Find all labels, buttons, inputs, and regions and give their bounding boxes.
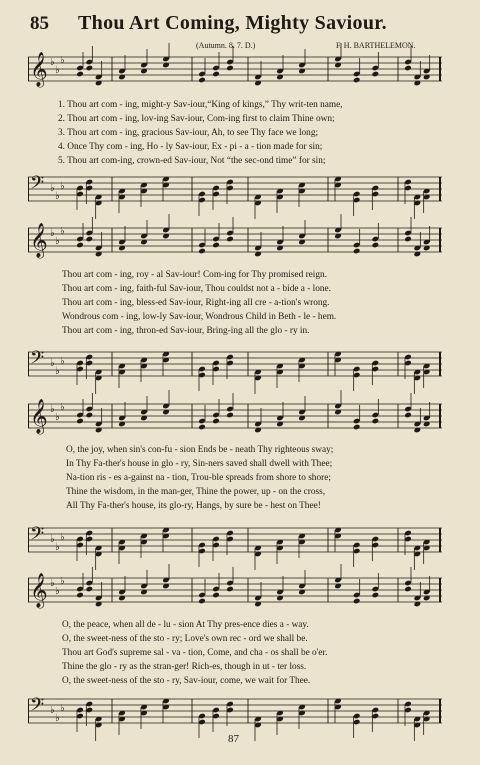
svg-text:♭: ♭	[50, 358, 55, 369]
lyric-line: Thou art God's supreme sal - va - tion, Come, and cha - os shall be o'er.	[62, 648, 328, 658]
svg-text:♭: ♭	[50, 534, 55, 545]
svg-text:𝄢: 𝄢	[30, 524, 45, 549]
lyric-line: 2. Thou art com - ing, lov-ing Sav-iour, Com-ing first to claim Thine own;	[58, 114, 335, 124]
hymn-header	[30, 13, 450, 39]
lyric-line: 3. Thou art com - ing, gracious Sav-iour, Ah, to see Thy face we long;	[58, 128, 319, 138]
lyric-block	[58, 98, 440, 168]
svg-text:♭: ♭	[60, 356, 65, 367]
svg-text:♭: ♭	[50, 183, 55, 194]
lyric-line: Thine the wisdom, in the man-ger, Thine the power, up - on the cross,	[66, 487, 326, 497]
page-number: 87	[228, 733, 239, 745]
svg-text:♭: ♭	[50, 578, 55, 589]
bass-staff	[28, 526, 442, 554]
lyric-line: O, the sweet-ness of the sto - ry, Sav-iour, come, we wait for Thee.	[62, 676, 311, 686]
svg-text:𝄢: 𝄢	[30, 348, 45, 373]
bass-staff	[28, 350, 442, 378]
svg-text:♭: ♭	[55, 586, 60, 597]
svg-text:𝄞: 𝄞	[30, 223, 48, 258]
bass-staff	[28, 175, 442, 203]
svg-text:𝄞: 𝄞	[30, 52, 48, 87]
lyric-line: Thou art com - ing, faith-ful Sav-iour, Thou couldst not a - bide a - lone.	[62, 284, 332, 294]
hymn-title: Thou Art Coming, Mighty Saviour.	[78, 12, 387, 34]
lyric-line: 4. Once Thy com - ing, Ho - ly Sav-iour, Ex - pi - a - tion made for sin;	[58, 142, 323, 152]
svg-text:♭: ♭	[55, 236, 60, 247]
lyric-line: All Thy Fa-ther's house, its glo-ry, Hangs, by sure be - hest on Thee!	[66, 501, 321, 511]
svg-text:♭: ♭	[55, 191, 60, 202]
svg-text:♭: ♭	[50, 228, 55, 239]
lyric-line: Thou art com - ing, bless-ed Sav-iour, Right-ing all cre - a-tion's wrong.	[62, 298, 330, 308]
lyric-line: Na-tion ris - es a-gainst na - tion, Trou-ble spreads from shore to shore;	[66, 473, 331, 483]
lyric-line: 5. Thou art com-ing, crown-ed Sav-iour, Not “the sec-ond time” for sin;	[58, 156, 326, 166]
lyric-block	[62, 268, 440, 338]
lyric-line: O, the peace, when all de - lu - sion At Thy pres-ence dies a - way.	[62, 620, 309, 630]
svg-text:𝄢: 𝄢	[30, 173, 45, 198]
lyric-line: O, the sweet-ness of the sto - ry; Love's own rec - ord we shall be.	[62, 634, 308, 644]
svg-text:♭: ♭	[55, 366, 60, 377]
hymn-number: 85	[30, 13, 49, 34]
lyric-block	[66, 443, 440, 513]
lyric-line: O, the joy, when sin's con-fu - sion Ends be - neath Thy righteous sway;	[66, 445, 334, 455]
lyric-line: In Thy Fa-ther's house in glo - ry, Sin-ners saved shall dwell with Thee;	[66, 459, 333, 469]
svg-text:♭: ♭	[50, 404, 55, 415]
svg-text:♭: ♭	[55, 713, 60, 724]
lyric-line: Thou art com - ing, roy - al Sav-iour! Com-ing for Thy promised reign.	[62, 270, 327, 280]
svg-text:♭: ♭	[60, 532, 65, 543]
lyric-block	[62, 618, 440, 688]
treble-staff	[28, 399, 442, 434]
svg-text:♭: ♭	[50, 57, 55, 68]
svg-text:♭: ♭	[60, 226, 65, 237]
svg-text:𝄞: 𝄞	[30, 573, 48, 608]
lyric-line: Thine the glo - ry as the stran-ger! Rich-es, though in ut - ter loss.	[62, 662, 307, 672]
tune-name: (Autumn. 8. 7. D.)	[196, 41, 256, 50]
lyric-line: Thou art com - ing, thron-ed Sav-iour, Bring-ing all the glo - ry in.	[62, 326, 310, 336]
composer-name: F. H. BARTHELEMON.	[336, 41, 416, 50]
treble-staff	[28, 573, 442, 608]
svg-text:𝄢: 𝄢	[30, 695, 45, 720]
svg-text:♭: ♭	[60, 55, 65, 66]
lyric-line: 1. Thou art com - ing, might-y Sav-iour,“King of kings,” Thy writ-ten name,	[58, 100, 343, 110]
lyric-line: Wondrous com - ing, low-ly Sav-iour, Wondrous Child in Beth - le - hem.	[62, 312, 337, 322]
svg-text:♭: ♭	[50, 705, 55, 716]
svg-text:♭: ♭	[55, 542, 60, 553]
treble-staff	[28, 223, 442, 258]
svg-text:♭: ♭	[60, 576, 65, 587]
svg-text:♭: ♭	[60, 181, 65, 192]
bass-staff	[28, 697, 442, 725]
svg-text:𝄞: 𝄞	[30, 399, 48, 434]
svg-text:♭: ♭	[55, 412, 60, 423]
svg-text:♭: ♭	[60, 703, 65, 714]
svg-text:♭: ♭	[60, 402, 65, 413]
treble-staff	[28, 52, 442, 87]
svg-text:♭: ♭	[55, 65, 60, 76]
